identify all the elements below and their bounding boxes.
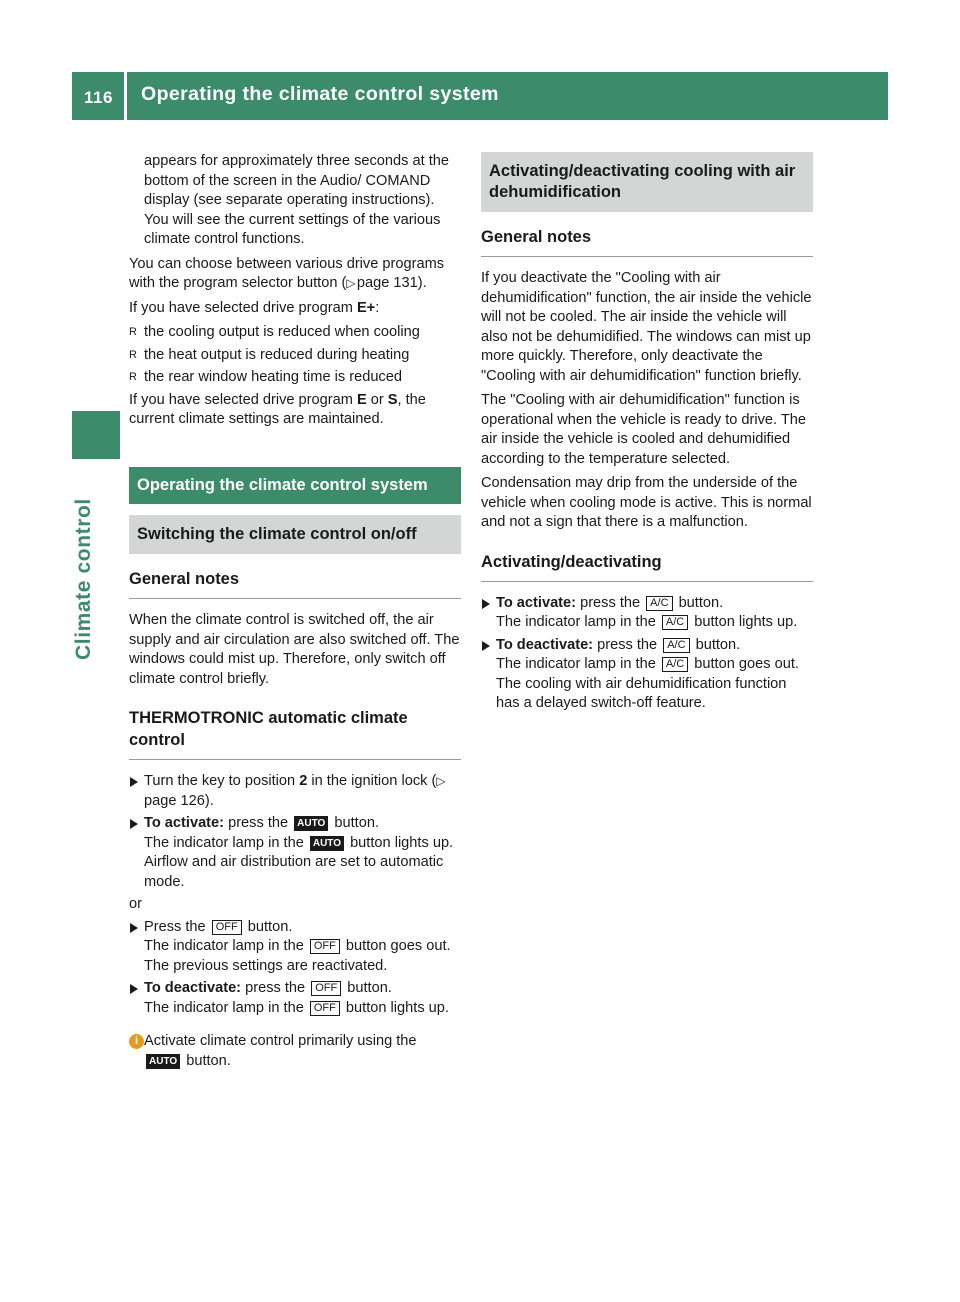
step-item: Turn the key to position 2 in the ignition lock (▷ page 126). [129,772,461,811]
activating-heading: Activating/deactivating [481,551,813,582]
off-button-icon: OFF [311,981,341,996]
cooling-paragraph: If you deactivate the "Cooling with air dehumidification" function, the air inside the vehicle will not be cooled. The air inside the vehicle will also not be dehumidified. The windows can mist up more quickly. Therefore, only deactivate the "Cooling with air dehumidification" function briefly. [481,270,812,384]
list-item: R the cooling output is reduced when cooling [129,323,461,343]
step-item: To deactivate: press the A/C button. The indicator lamp in the A/C button goes out. The cooling with air dehumidification function has a delayed switch-off feature. [481,636,813,714]
intro-continuation: appears for approximately three seconds at the bottom of the screen in the Audio/ COMAND display (see separate operating instructions). You will see the current settings of the various climate control functions. [144,153,450,247]
or-text: or [129,896,142,912]
step-item: To activate: press the AUTO button. The indicator lamp in the AUTO button lights up. Airflow and air distribution are set to automatic mode. [129,814,461,892]
off-button-icon: OFF [310,1001,340,1016]
right-column [481,152,813,717]
auto-button-icon: AUTO [310,836,344,851]
side-tab-label: Climate control [72,498,95,660]
step-arrow-icon [482,599,490,609]
page-ref-icon: ▷ [346,276,356,290]
page-title: Operating the climate control system [141,83,499,105]
page-ref-link[interactable]: page 126). [144,792,214,809]
off-button-icon: OFF [212,920,242,935]
bullet-icon: R [129,348,137,361]
auto-button-icon: AUTO [294,816,328,831]
step-item: Press the OFF button. The indicator lamp in the OFF button goes out. The previous settings are reactivated. [129,918,461,977]
left-column [129,152,461,1071]
subsection-heading: Activating/deactivating cooling with air dehumidification [481,152,813,212]
general-notes-heading: General notes [129,568,461,599]
step-item: To activate: press the A/C button. The indicator lamp in the A/C button lights up. [481,594,813,633]
ac-button-icon: A/C [646,596,672,611]
bullet-icon: R [129,326,137,338]
step-arrow-icon [130,777,138,787]
page-number: 116 [84,88,113,107]
side-marker [72,411,120,459]
auto-button-icon: AUTO [146,1054,180,1069]
drive-program-paragraph: You can choose between various drive programs with the program selector button (▷ page 131). [129,255,445,291]
general-notes-text: When the climate control is switched off, the air supply and air circulation are also switched off. The windows could mist up. Therefore, only switch off climate control briefly. [129,612,460,687]
bullet-icon: R [129,371,137,383]
page-ref-icon: ▷ [436,774,446,788]
ac-button-icon: A/C [662,615,688,630]
drive-program-es: If you have selected drive program E or S, the current climate settings are maintained. [129,391,426,427]
cooling-paragraph: The "Cooling with air dehumidification" function is operational when the vehicle is ready to drive. The air inside the vehicle is cooled and dehumidified according to the temperature selected. [481,392,807,467]
section-heading: Operating the climate control system [129,467,461,505]
page-ref-link[interactable]: page 131). [356,275,427,291]
ac-button-icon: A/C [663,638,689,653]
list-item: R the heat output is reduced during heating [129,346,461,366]
step-item: To deactivate: press the OFF button. The indicator lamp in the OFF button lights up. [129,979,461,1018]
info-icon: i [129,1034,144,1049]
subsection-heading: Switching the climate control on/off [129,515,461,554]
general-notes-heading: General notes [481,226,813,257]
step-arrow-icon [130,819,138,829]
step-arrow-icon [130,923,138,933]
ac-button-icon: A/C [662,657,688,672]
off-button-icon: OFF [310,939,340,954]
list-item: R the rear window heating time is reduced [129,368,461,388]
thermotronic-heading: THERMOTRONIC automatic climate control [129,707,461,760]
info-note: i Activate climate control primarily using the AUTO button. [129,1032,461,1071]
step-arrow-icon [130,984,138,994]
step-arrow-icon [482,641,490,651]
header-divider [124,72,127,120]
cooling-paragraph: Condensation may drip from the underside of the vehicle when cooling mode is active. This is normal and not a sign that there is a malfunction. [481,475,812,530]
drive-program-eplus: If you have selected drive program E+: [129,299,380,316]
